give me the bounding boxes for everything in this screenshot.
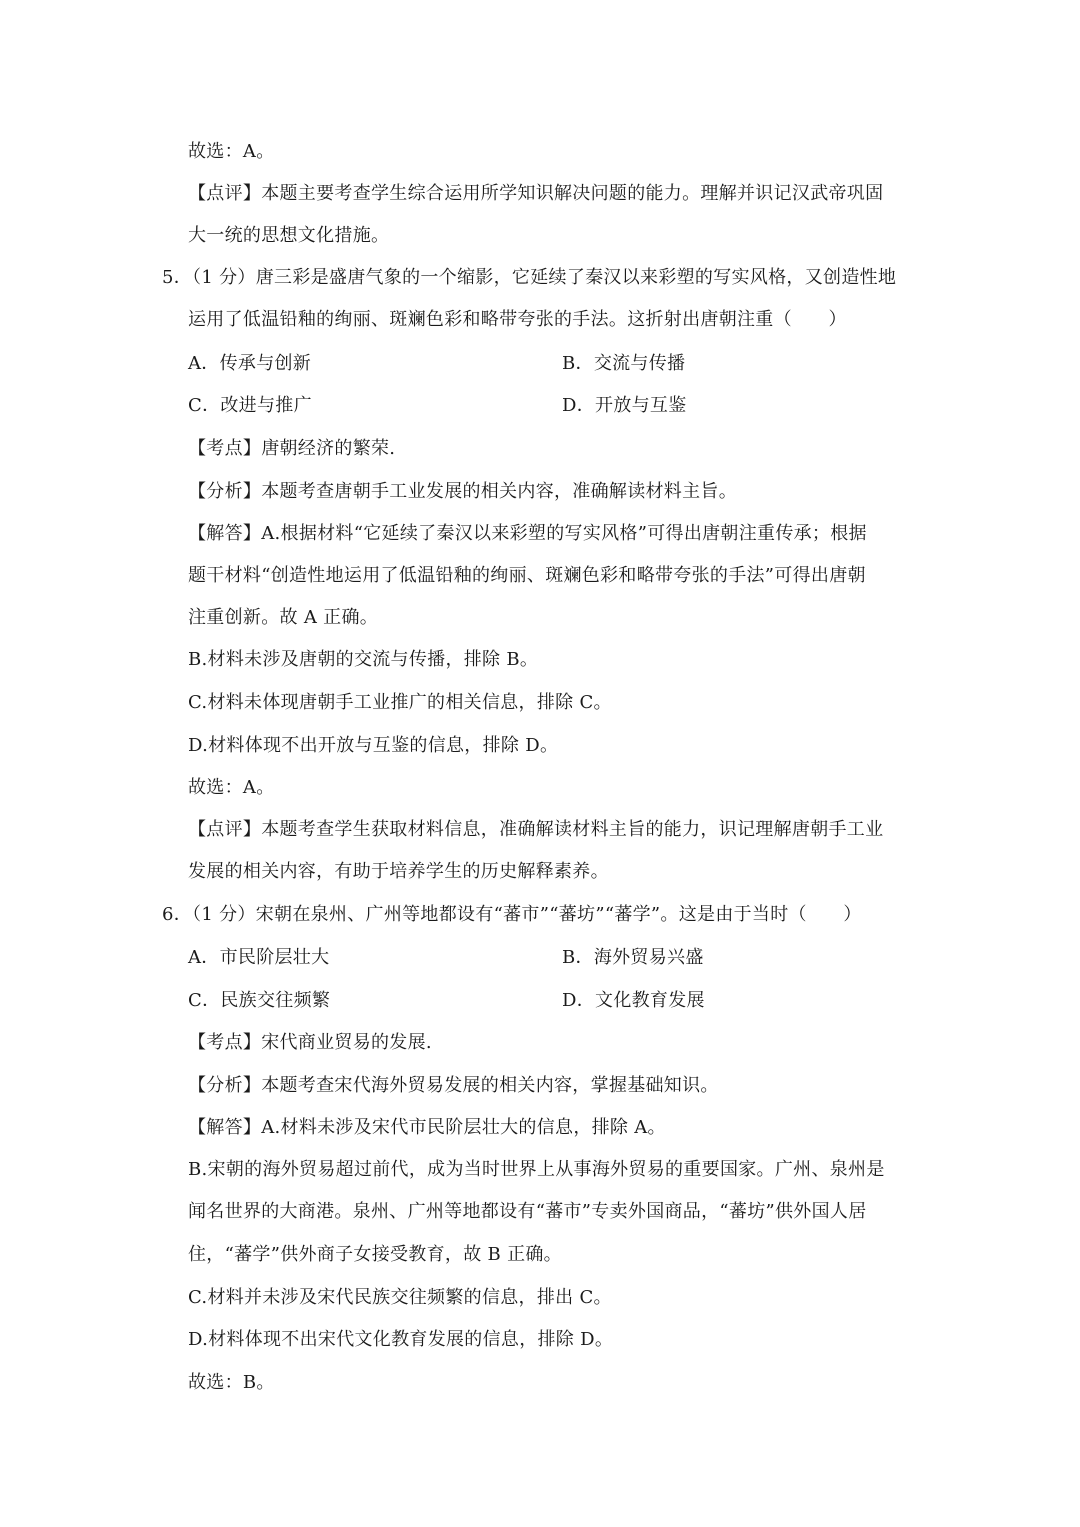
prev-answer: 故选：A。 (188, 141, 275, 162)
q6-answer: 故选：B。 (188, 1372, 275, 1393)
q5-jieda-line-2: 题干材料“创造性地运用了低温铅釉的绚丽、斑斓色彩和略带夸张的手法”可得出唐朝 (188, 565, 866, 586)
prev-comment-line-2: 大一统的思想文化措施。 (188, 225, 390, 246)
q5-jieda-line-1: 【解答】A.根据材料“它延续了秦汉以来彩塑的写实风格”可得出唐朝注重传承；根据 (188, 523, 867, 544)
q6-option-d-analysis: D.材料体现不出宋代文化教育发展的信息，排除 D。 (188, 1329, 614, 1350)
q6-option-b: B．海外贸易兴盛 (562, 947, 704, 968)
q6-option-b-analysis-line-3: 住，“蕃学”供外商子女接受教育，故 B 正确。 (188, 1244, 562, 1265)
q6-kaodian: 【考点】宋代商业贸易的发展. (188, 1032, 432, 1053)
q6-option-d: D．文化教育发展 (562, 990, 705, 1011)
q6-stem-line-1: 6．（1 分）宋朝在泉州、广州等地都设有“蕃市”“蕃坊”“蕃学”。这是由于当时（ ） (162, 904, 862, 925)
q5-option-d: D．开放与互鉴 (562, 395, 687, 416)
prev-comment-line-1: 【点评】本题主要考查学生综合运用所学知识解决问题的能力。理解并识记汉武帝巩固 (188, 183, 884, 204)
q5-stem-line-1: 5．（1 分）唐三彩是盛唐气象的一个缩影，它延续了秦汉以来彩塑的写实风格，又创造性地 (162, 267, 897, 288)
q5-option-b: B．交流与传播 (562, 353, 686, 374)
q5-stem-line-2: 运用了低温铅釉的绚丽、斑斓色彩和略带夸张的手法。这折射出唐朝注重（ ） (188, 309, 847, 330)
q6-option-b-analysis-line-2: 闻名世界的大商港。泉州、广州等地都设有“蕃市”专卖外国商品，“蕃坊”供外国人居 (188, 1201, 867, 1222)
q5-option-c: C．改进与推广 (188, 395, 312, 416)
q5-comment-line-1: 【点评】本题考查学生获取材料信息，准确解读材料主旨的能力，识记理解唐朝手工业 (188, 819, 884, 840)
q6-option-b-analysis-line-1: B.宋朝的海外贸易超过前代，成为当时世界上从事海外贸易的重要国家。广州、泉州是 (188, 1159, 885, 1180)
q5-comment-line-2: 发展的相关内容，有助于培养学生的历史解释素养。 (188, 861, 609, 882)
q5-kaodian: 【考点】唐朝经济的繁荣. (188, 438, 396, 459)
q6-option-c-analysis: C.材料并未涉及宋代民族交往频繁的信息，排出 C。 (188, 1287, 612, 1308)
q5-option-d-analysis: D.材料体现不出开放与互鉴的信息，排除 D。 (188, 735, 559, 756)
q5-option-c-analysis: C.材料未体现唐朝手工业推广的相关信息，排除 C。 (188, 692, 612, 713)
q5-fenxi: 【分析】本题考查唐朝手工业发展的相关内容，准确解读材料主旨。 (188, 481, 737, 502)
q6-fenxi: 【分析】本题考查宋代海外贸易发展的相关内容，掌握基础知识。 (188, 1075, 719, 1096)
q5-answer: 故选：A。 (188, 777, 275, 798)
q6-jieda-line-1: 【解答】A.材料未涉及宋代市民阶层壮大的信息，排除 A。 (188, 1117, 666, 1138)
q5-jieda-line-3: 注重创新。故 A 正确。 (188, 607, 379, 628)
q5-option-b-analysis: B.材料未涉及唐朝的交流与传播，排除 B。 (188, 649, 539, 670)
q5-option-a: A．传承与创新 (188, 353, 312, 374)
q6-option-a: A．市民阶层壮大 (188, 947, 330, 968)
q6-option-c: C．民族交往频繁 (188, 990, 331, 1011)
